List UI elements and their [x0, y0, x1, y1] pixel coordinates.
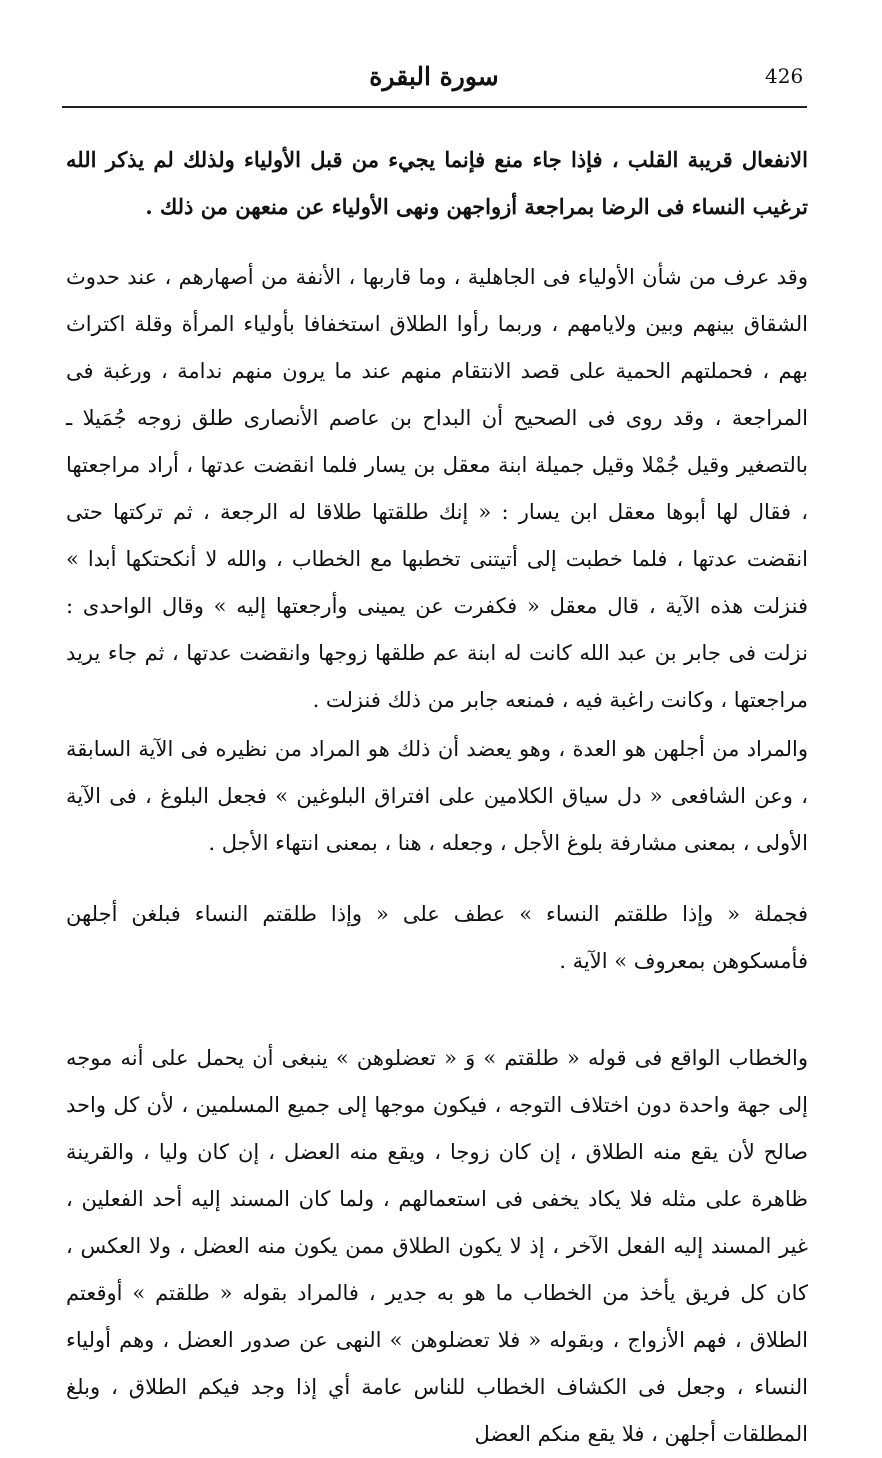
page-body — [66, 136, 808, 1458]
paragraph-1: الانفعال قريبة القلب ، فإذا جاء منع فإنما يجيء من قبل الأولياء ولذلك لم يذكر الله ترغيب النساء فى الرضا بمراجعة أزواجهن ونهى الأولياء عن منعهن من ذلك . — [66, 147, 808, 219]
header-divider — [62, 106, 807, 108]
paragraph-2: وقد عرف من شأن الأولياء فى الجاهلية ، وما قاربها ، الأنفة من أصهارهم ، عند حدوث الشقاق بينهم وبين ولايامهم ، وربما رأوا الطلاق استخفافا بأولياء المرأة وقلة اكتراث بهم ، فحملتهم الحمية على قصد الانتقام منهم عند ما يرون منهم ندامة ، ورغبة فى المراجعة ، وقد روى فى الصحيح أن البداح بن عاصم الأنصارى طلق زوجه جُمَيلا ـ بالتصغير وقيل جُمْلا وقيل جميلة ابنة معقل بن يسار فلما انقضت عدتها ، أراد مراجعتها ، فقال لها أبوها معقل ابن يسار : « إنك طلقتها طلاقا له الرجعة ، ثم تركتها حتى انقضت عدتها ، فلما خطبت إلى أتيتنى تخطبها مع الخطاب ، والله لا أنكحتكها أبدا » فنزلت هذه الآية ، قال معقل « فكفرت عن يمينى وأرجعتها إليه » وقال الواحدى : نزلت فى جابر بن عبد الله كانت له ابنة عم طلقها زوجها وانقضت عدتها ، ثم جاء يريد مراجعتها ، وكانت راغبة فيه ، فمنعه جابر من ذلك فنزلت . — [66, 265, 808, 712]
page-header — [62, 58, 806, 104]
surah-title: سورة البقرة — [369, 62, 499, 91]
page-number: 426 — [765, 64, 804, 88]
paragraph-3: والمراد من أجلهن هو العدة ، وهو يعضد أن ذلك هو المراد من نظيره فى الآية السابقة ، وعن الشافعى « دل سياق الكلامين على افتراق البلوغين » فجعل البلوغ ، فى الآية الأولى ، بمعنى مشارفة بلوغ الأجل ، وجعله ، هنا ، بمعنى انتهاء الأجل . — [66, 737, 808, 855]
paragraph-5: والخطاب الواقع فى قوله « طلقتم » وَ « تعضلوهن » ينبغى أن يحمل على أنه موجه إلى جهة واحدة دون اختلاف التوجه ، فيكون موجها إلى جميع المسلمين ، لأن كل واحد صالح لأن يقع منه الطلاق ، إن كان زوجا ، ويقع منه العضل ، إن كان وليا ، والقرينة ظاهرة على مثله فلا يكاد يخفى فى استعمالهم ، ولما كان المسند إليه أحد الفعلين ، غير المسند إليه الفعل الآخر ، إذ لا يكون الطلاق ممن يكون منه العضل ، ولا العكس ، كان كل فريق يأخذ من الخطاب ما هو به جدير ، فالمراد بقوله « طلقتم » أوقعتم الطلاق ، فهم الأزواج ، وبقوله « فلا تعضلوهن » النهى عن صدور العضل ، وهم أولياء النساء ، وجعل فى الكشاف الخطاب للناس عامة أي إذا وجد فيكم الطلاق ، وبلغ المطلقات أجلهن ، فلا يقع منكم العضل — [66, 1046, 808, 1446]
paragraph-4: فجملة « وإذا طلقتم النساء » عطف على « وإذا طلقتم النساء فبلغن أجلهن فأمسكوهن بمعروف » الآية . — [66, 902, 808, 973]
